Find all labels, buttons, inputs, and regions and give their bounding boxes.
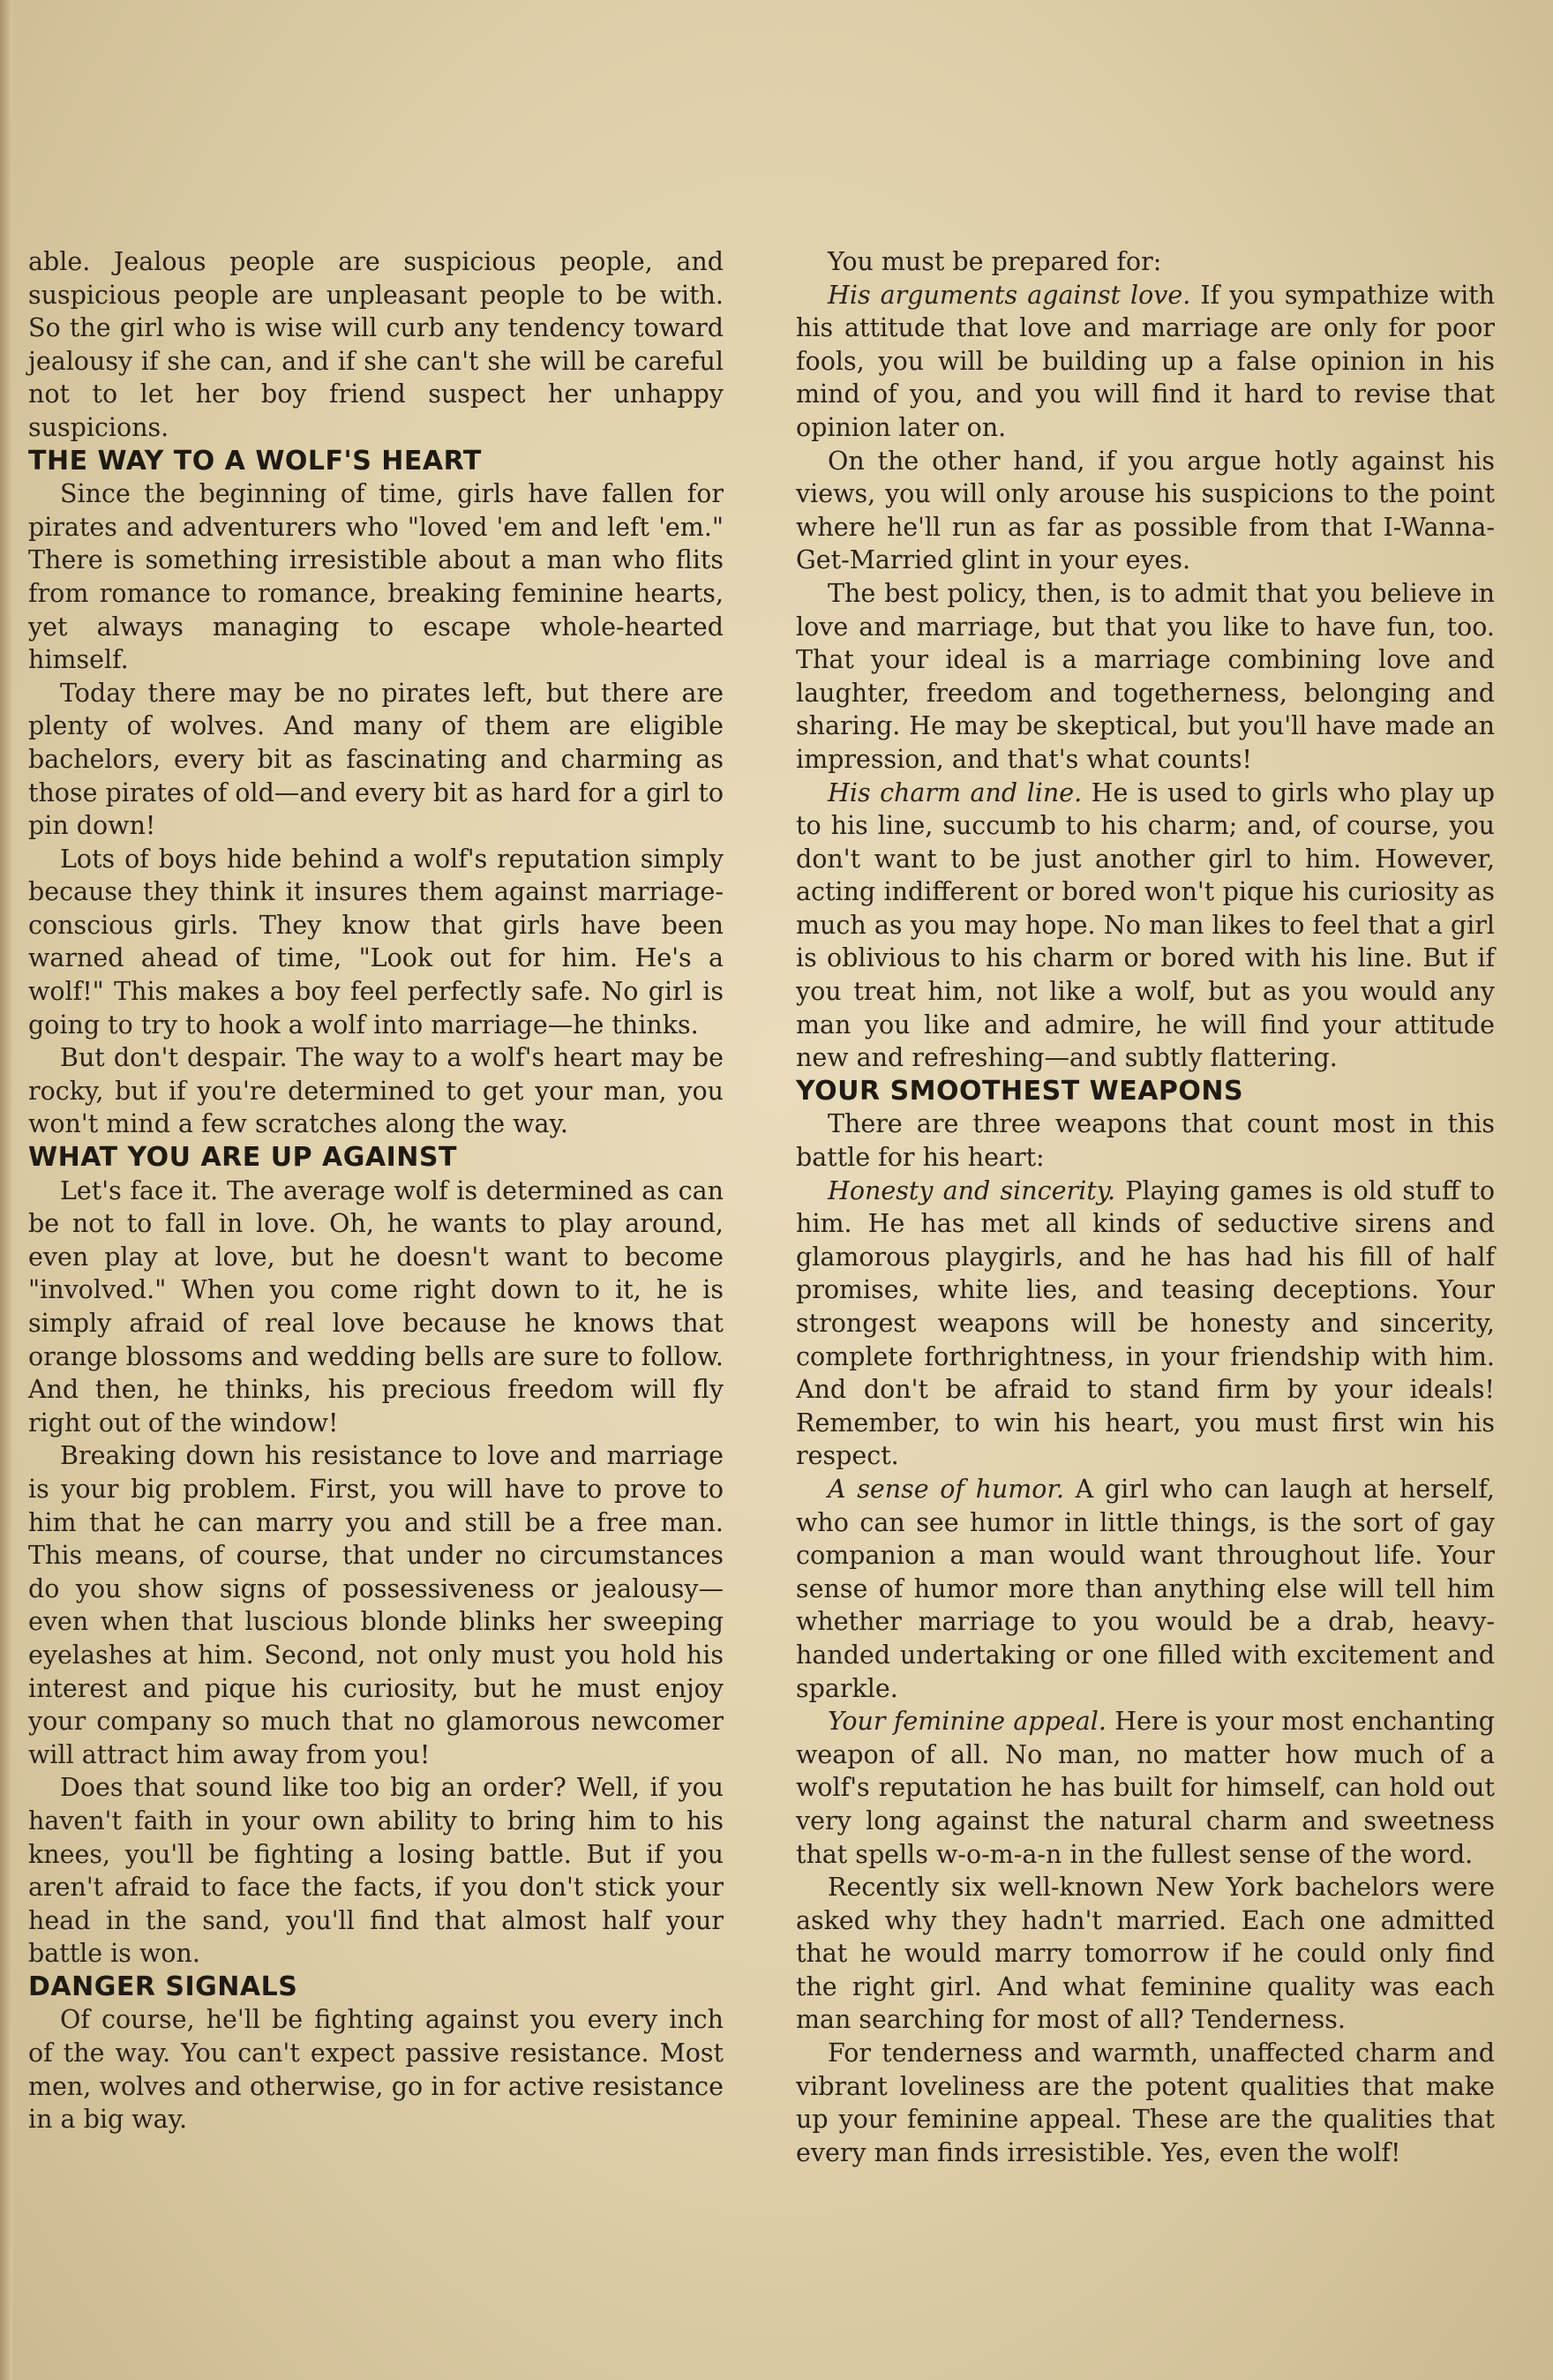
lead-in: Honesty and sincerity. [828, 1175, 1116, 1205]
paragraph: Today there may be no pirates left, but there are plenty of wolves. And many of them are eligible bachelors, every bit as fascinating and charming as those pirates of old—and every bit as hard for a girl to pin down! [28, 678, 724, 841]
paragraph: But don't despair. The way to a wolf's heart may be rocky, but if you're determined to get your man, you won't mind a few scratches along the way. [28, 1043, 724, 1139]
paragraph: You must be prepared for: [828, 247, 1162, 276]
paragraph [796, 1473, 1495, 1705]
paragraph: On the other hand, if you argue hotly against his views, you will only arouse his suspicions to the point where he'll run as far as possible from that I-Wanna-Get-Married glint in your eyes. [796, 446, 1495, 575]
lead-in: His arguments against love. [828, 280, 1191, 310]
lead-in: His charm and line. [828, 777, 1083, 807]
paragraph: Of course, he'll be fighting against you every inch of the way. You can't expect passive resistance. Most men, wolves and otherwise, go in for active resistance in a big way. [28, 2005, 724, 2135]
page-edge [0, 0, 12, 2380]
paragraph: Breaking down his resistance to love and marriage is your big problem. First, you will have to prove to him that he can marry you and still be a free man. This means, of course, that under no circumstances do you show signs of possessiveness or jealousy—even when that luscious blonde blinks her sweeping eyelashes at him. Second, not only must you hold his interest and pique his curiosity, but he must enjoy your company so much that no glamorous newcomer will attract him away from you! [28, 1441, 724, 1769]
intro-paragraph: able. Jealous people are suspicious people, and suspicious people are unpleasant people to be with. So the girl who is wise will curb any tendency toward jealousy if she can, and if she can't she will be careful not to let her boy friend suspect her unhappy suspicions. [28, 247, 724, 442]
heading-danger-signals: DANGER SIGNALS [28, 1971, 298, 2002]
paragraph: Does that sound like too big an order? Well, if you haven't faith in your own ability to bring him to his knees, you'll be fighting a losing battle. But if you aren't afraid to face the facts, if you don't stick your head in the sand, you'll find that almost half your battle is won. [28, 1773, 724, 1969]
lead-in: A sense of humor. [828, 1474, 1065, 1504]
paragraph [796, 1175, 1495, 1473]
paragraph-text: Here is your most enchanting weapon of all. No man, no matter how much of a wolf's reputation he has built for himself, can hold out very long against the natural charm and sweetness that spells w-o-m-a-n in the fullest sense of the word. [796, 1707, 1495, 1869]
heading-up-against: WHAT YOU ARE UP AGAINST [28, 1142, 457, 1174]
left-column [28, 245, 724, 2136]
paragraph: There are three weapons that count most in this battle for his heart: [796, 1109, 1495, 1173]
paragraph-text: Playing games is old stuff to him. He has met all kinds of seductive sirens and glamorous playgirls, and he has had his fill of half promises, white lies, and teasing deceptions. Your strongest weapons will be honesty and sincerity, complete forthrightness, in your friendship with him. And don't be afraid to stand firm by your ideals! Remember, to win his heart, you must first win his respect. [796, 1175, 1495, 1471]
right-column [796, 245, 1495, 2169]
paragraph: Recently six well-known New York bachelors were asked why they hadn't married. Each one admitted that he would marry tomorrow if he could only find the right girl. And what feminine quality was each man searching for most of all? Tenderness. [796, 1873, 1495, 2035]
paragraph: Since the beginning of time, girls have fallen for pirates and adventurers who "loved 'em and left 'em." There is something irresistible about a man who flits from romance to romance, breaking feminine hearts, yet always managing to escape whole-hearted himself. [28, 479, 724, 675]
paragraph-text: A girl who can laugh at herself, who can see humor in little things, is the sort of gay companion a man would want throughout life. Your sense of humor more than anything else will tell him whether marriage to you would be a drab, heavy-handed undertaking or one filled with excitement and sparkle. [796, 1474, 1495, 1703]
paragraph-text: If you sympathize with his attitude that love and marriage are only for poor fools, you will be building up a false opinion in his mind of you, and you will find it hard to revise that opinion later on. [796, 280, 1496, 442]
paragraph: Lots of boys hide behind a wolf's reputation simply because they think it insures them against marriage-conscious girls. They know that girls have been warned ahead of time, "Look out for him. He's a wolf!" This makes a boy feel perfectly safe. No girl is going to try to hook a wolf into marriage—he thinks. [28, 844, 724, 1040]
heading-wolfs-heart: THE WAY TO A WOLF'S HEART [28, 445, 482, 477]
paragraph: Let's face it. The average wolf is determined as can be not to fall in love. Oh, he wants to play around, even play at love, but he doesn't want to become "involved." When you come right down to it, he is simply afraid of real love because he knows that orange blossoms and wedding bells are sure to follow. And then, he thinks, his precious freedom will fly right out of the window! [28, 1175, 724, 1438]
paragraph [796, 1705, 1495, 1871]
paragraph: The best policy, then, is to admit that you believe in love and marriage, but that you like to have fun, too. That your ideal is a marriage combining love and laughter, freedom and togetherness, belonging and sharing. He may be skeptical, but you'll have made an impression, and that's what counts! [796, 578, 1495, 774]
lead-in: Your feminine appeal. [828, 1707, 1107, 1737]
paragraph: For tenderness and warmth, unaffected charm and vibrant loveliness are the potent qualities that make up your feminine appeal. These are the qualities that every man finds irresistible. Yes, even the wolf! [796, 2038, 1495, 2167]
heading-smoothest-weapons: YOUR SMOOTHEST WEAPONS [796, 1075, 1244, 1107]
paragraph [796, 279, 1495, 445]
paragraph [796, 777, 1495, 1075]
paragraph-text: He is used to girls who play up to his line, succumb to his charm; and, of course, you don't want to be just another girl to him. However, acting indifferent or bored won't pique his curiosity as much as you may hope. No man likes to feel that a girl is oblivious to his charm or bored with his line. But if you treat him, not like a wolf, but as you would any man you like and admire, he will find your attitude new and refreshing—and subtly flattering. [796, 777, 1495, 1073]
